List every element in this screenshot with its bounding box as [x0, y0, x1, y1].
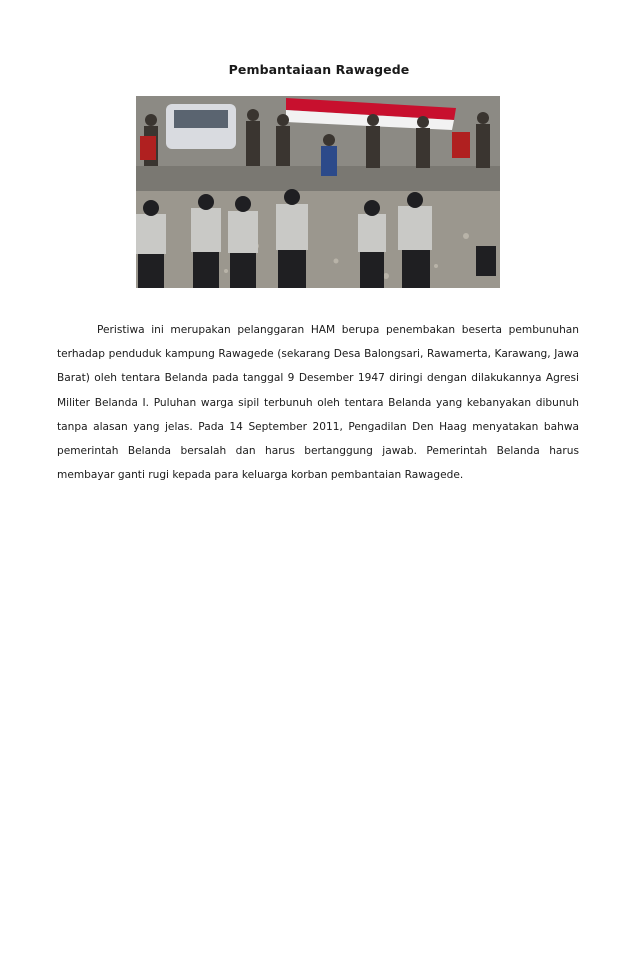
photo-illustration	[136, 96, 500, 288]
protest-photo	[136, 96, 500, 288]
paragraph-text: Peristiwa ini merupakan pelanggaran HAM berupa penembakan beserta pembunuhan terhadap penduduk kampung Rawagede (sekarang Desa Balongsari, Rawamerta, Karawang, Jawa Barat) oleh tentara Belanda pada tanggal 9 Desember 1947 diringi dengan dilakukannya Agresi Militer Belanda I. Puluhan warga sipil terbunuh oleh tentara Belanda yang kebanyakan dibunuh tanpa alasan yang jelas. Pada 14 September 2011, Pengadilan Den Haag menyatakan bahwa pemerintah Belanda bersalah dan harus bertanggung jawab. Pemerintah Belanda harus membayar ganti rugi kepada para keluarga korban pembantaian Rawagede.	[57, 324, 579, 482]
body-paragraph	[57, 318, 579, 487]
page-title: Pembantaiaan Rawagede	[228, 62, 410, 77]
